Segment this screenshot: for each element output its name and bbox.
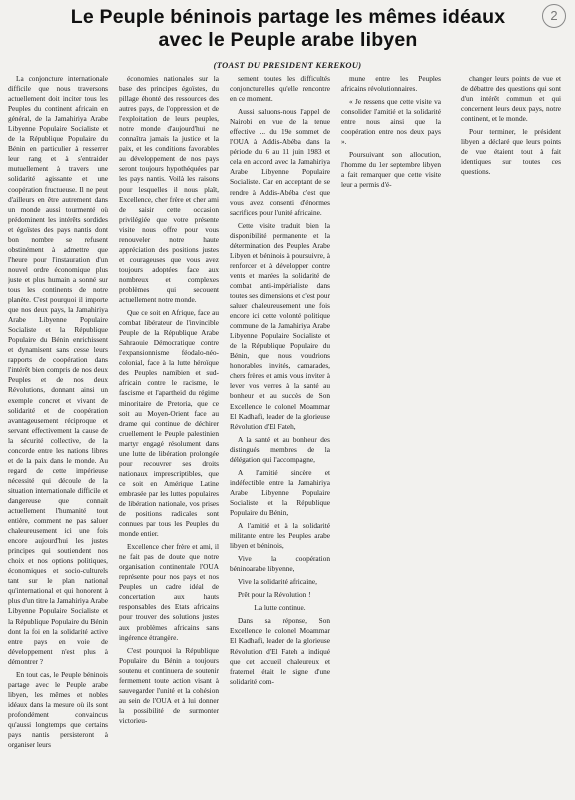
paragraph: mune entre les Peuples africains révolutionnaires. [341, 74, 441, 94]
paragraph: La conjoncture internationale difficile que nous traversons actuellement doit inciter tous les Peuples du continent africain en général, de la Jamahiriya Arabe Libyenne Populaire Socialiste et de la République Populaire du Bénin en particulier à resserrer leur rang et à s'entraider mutuellement à travers une solidarité agissante et une coopération fructueuse. Il ne peut d'ailleurs en être autrement dans un monde aussi tourmenté où prédominent les intérêts sordides et égoïstes des pays nantis dont bon nombre se refusent obstinément à admettre que l'heure pour l'instauration d'un nouvel ordre économique plus juste et plus humain a sonné sur tous les continents de notre planète. C'est pourquoi il importe que nos deux pays, la Jamahiriya Arabe Libyenne Populaire Socialiste et la République Populaire du Bénin enrichissent et dynamisent sans cesse leurs rapports de coopération dans l'intérêt bien compris de nos deux Peuples et de nos deux Révolutions, donnant ainsi un exemple concret et vivant de solidarité et de coopération avantageusement réciproque et servant effectivement la cause de la sécurité collective, de la concorde entre les nations libres et de la paix dans le monde. Au regard de cette impérieuse nécessité qui découle de la situation internationale difficile et dangereuse que connait actuellement l'humanité tout entière, comment ne pas saluer chaleureusement ici une fois encore aujourd'hui les justes principes qui soutiendent nos choix et nos options politiques, économiques et socio-culturels tant sur le plan national qu'international et qui honorent à plus d'un titre la Jamahiriya Arabe Libyenne Populaire Socialiste et la République Populaire du Bénin dont la foi en la solidarité active entre pays en voie de développement n'est plus à démontrer ? [8, 74, 108, 666]
paragraph: changer leurs points de vue et de débattre des questions qui sont d'un intérêt commun et qui concernent leurs deux pays, notre continent, et le monde. [461, 74, 561, 124]
paragraph: La lutte continue. [254, 603, 306, 613]
text-column-1 [8, 74, 108, 798]
paragraph: Aussi saluons-nous l'appel de Nairobi en vue de la tenue effective ... du 19e sommet de l'OUA à Addis-Abéba dans la période du 6 au 11 juin 1983 et cela en accord avec la Jamahiriya Arabe Libyenne Populaire Socialiste. Car en acceptant de se rendre à Addis-Abéba c'est que vous avez consenti d'énormes sacrifices pour l'unité africaine. [230, 107, 330, 217]
paragraph: Pour terminer, le président libyen a déclaré que leurs points de vue étaient tout à fait identiques sur toutes ces questions. [461, 127, 561, 177]
headline-line-1: Le Peuple béninois partage les mêmes idéaux [70, 6, 506, 28]
paragraph: C'est pourquoi la République Populaire du Bénin a toujours soutenu et continuera de soutenir fermement toute action visant à sauvegarder l'unité et la cohésion au sein de l'OUA et à lui donner la possibilité de surmonter victorieu- [119, 645, 219, 725]
paragraph: « Je ressens que cette visite va consolider l'amitié et la solidarité entre nous ainsi que la coopération entre nos deux pays ». [341, 97, 441, 147]
paragraph: Dans sa réponse, Son Excellence le colonel Moammar El Kadhafi, leader de la glorieuse Révolution d'El Fateh a indiqué que cet accueil chaleureux et fraternel était le signe d'une solidarité com- [230, 616, 330, 686]
text-column-3 [230, 74, 330, 798]
paragraph: Vive la solidarité africaine, [238, 577, 317, 587]
paragraph: sement toutes les difficultés conjoncturelles qu'elle rencontre en ce moment. [230, 74, 330, 104]
text-column-5 [461, 74, 561, 798]
text-column-4 [341, 74, 441, 798]
paragraph: Prêt pour la Révolution ! [238, 590, 311, 600]
paragraph: A la santé et au bonheur des distingués membres de la délégation qui l'accompagne, [230, 434, 330, 464]
article-headline [10, 6, 566, 52]
paragraph: Cette visite traduit bien la disponibilité permanente et la détermination des Peuples Arabe Libyen et béninois à poursuivre, à renforcer et à développer contre vents et marées la solidarité de combat anti-impérialiste dans toutes ses dimensions et c'est pour saluer chaleureusement une fois encore ici cette volonté politique commune de la Jamahiriya Arabe Libyenne Populaire Socialiste et de la République Populaire du Bénin, que nous voudrions honorables invités, camarades, chers frères et amis vous inviter à lever vos verres à la santé au bonheur et au succès de Son Excellence le colonel Moammar El Kadhafi, leader de la glorieuse Révolution d'El Fateh, [230, 220, 330, 431]
text-column-2 [119, 74, 219, 798]
paragraph: En tout cas, le Peuple béninois partage avec le Peuple arabe libyen, les mêmes et nobles idéaux dans la mesure où ils sont profondément convaincus qu'aussi longtemps que certains pays nantis persisteront à organiser leurs [8, 669, 108, 750]
paragraph: A l'amitié sincère et indéfectible entre la Jamahiriya Arabe Libyenne Populaire Socialiste et la République Populaire du Bénin, [230, 467, 330, 517]
paragraph: économies nationales sur la base des principes égoïstes, du pillage éhonté des ressources des autres pays, de l'oppression et de l'exploitation de leurs peuples, notre monde d'aujourd'hui ne connaîtra jamais la justice et la paix, et les conditions favorables au développement de nos pays seront toujours hypothéquées par les pays nantis. Voilà les raisons pour lesquelles il nous plaît, Excellence, cher frère et cher ami de saisir cette occasion privilégiée que votre présente visite nous offre pour vous renouveler notre haute appréciation des positions justes et courageuses que vous avez toujours adoptées face aux nombreux et complexes problèmes qui secouent actuellement notre monde. [119, 74, 219, 305]
paragraph: Que ce soit en Afrique, face au combat libérateur de l'invincible Peuple de la République Arabe Sahraouie Démocratique contre l'expansionnisme féodalo-néo-colonial, face à la lutte héroïque des Peuples namibien et sud-africain contre le racisme, le fascisme et l'apartheid du régime minoritaire de Pretoria, que ce soit au Moyen-Orient face au drame qui continue de déchirer cruellement le Peuple palestinien martyr engagé résolument dans une lutte de libération prolongée pour recouvrer ses droits nationaux imprescriptibles, que ce soit en Amérique Latine embrasée par les luttes populaires de libération nationale, vos prises de positions radicales sont connues par tous les Peuples du monde entier. [119, 308, 219, 539]
article-subheading: (TOAST DU PRESIDENT KEREKOU) [213, 60, 362, 70]
headline-line-2: avec le Peuple arabe libyen [158, 29, 418, 51]
paragraph: Excellence cher frère et ami, il ne fait pas de doute que notre organisation continentale l'OUA représente pour nos pays et nos Peuples un cadre idéal de concertation aux hauts responsables des Etats africains pour trouver des solutions justes aux problèmes africains sans ingérence étrangère. [119, 542, 219, 642]
paragraph: Vive la coopération béninoarabe libyenne, [230, 554, 330, 574]
page-number-mark: 2 [542, 4, 566, 28]
paragraph: Poursuivant son allocution, l'homme du 1er septembre libyen a fait remarquer que cette visite leur a permis d'é- [341, 150, 441, 190]
paragraph: A l'amitié et à la solidarité militante entre les Peuples arabe libyen et béninois, [230, 521, 330, 551]
